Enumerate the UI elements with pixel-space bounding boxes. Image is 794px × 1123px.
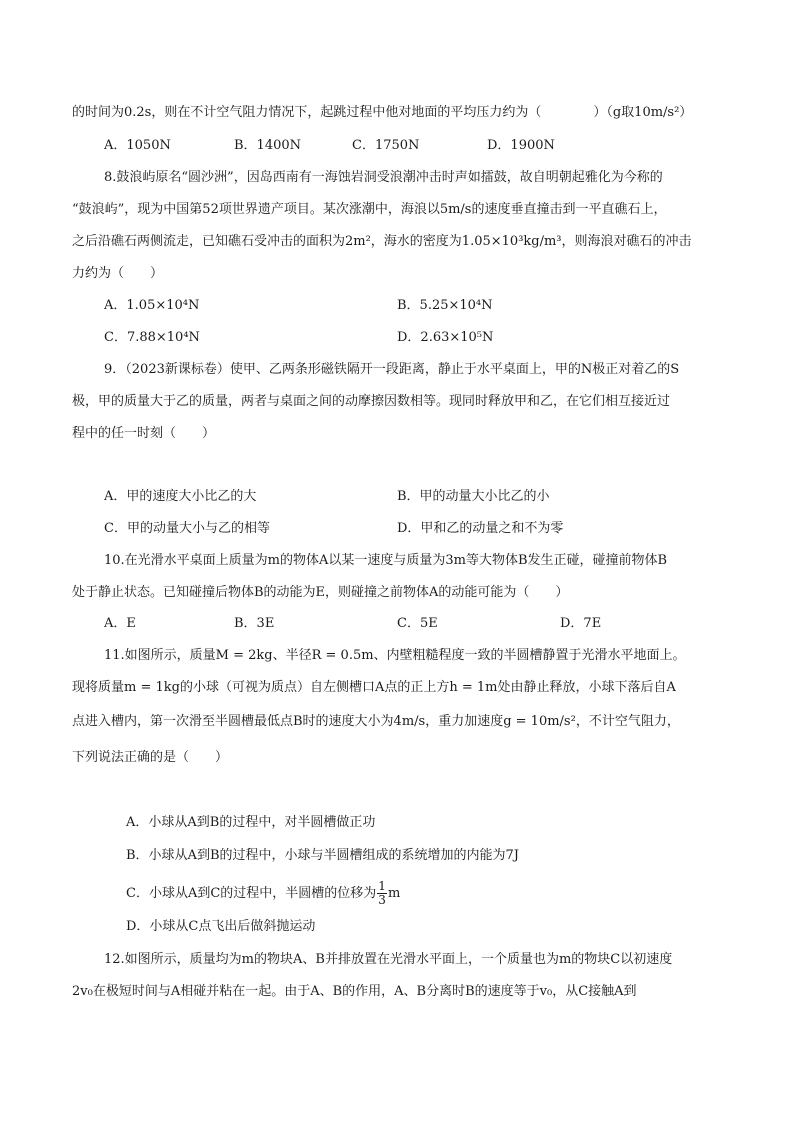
q10-option-b: B．3E [234,616,275,631]
q9-option-d: D．甲和乙的动量之和不为零 [397,521,564,536]
q9-option-a: A．甲的速度大小比乙的大 [104,489,257,504]
q11-option-c [126,880,400,907]
q10-option-a: A．E [104,616,136,631]
q12-stem-line-1: 12.如图所示，质量均为m的物块A、B并排放置在光滑水平面上，一个质量也为m的物块C以初速度 [104,952,673,967]
q8-stem-line-1: 8.鼓浪屿原名“圆沙洲”，因岛西南有一海蚀岩洞受浪潮冲击时声如擂鼓，故自明朝起雅化为今称的 [104,170,663,185]
q9-option-b: B．甲的动量大小比乙的小 [397,489,550,504]
q7-option-c: C．1750N [352,138,420,153]
q9-option-c: C．甲的动量大小与乙的相等 [104,521,270,536]
q7-option-a: A．1050N [104,138,171,153]
one-third-fraction [377,880,387,907]
q10-option-d: D．7E [560,616,602,631]
q11-option-a: A．小球从A到B的过程中，对半圆槽做正功 [126,815,376,830]
q12-stem-line-2: 2v₀在极短时间与A相碰并粘在一起。由于A、B的作用，A、B分离时B的速度等于v₀，从C接触A到 [72,984,637,999]
fraction-unit: m [387,886,401,901]
q11-stem-line-2: 现将质量m = 1kg的小球（可视为质点）自左侧槽口A点的正上方h = 1m处由静止释放，小球下落后自A [72,680,676,695]
q11-option-d: D．小球从C点飞出后做斜抛运动 [126,919,316,934]
fraction-denominator: 3 [378,893,386,907]
q11-stem-line-4: 下列说法正确的是（ ） [72,750,229,765]
q11-option-c-text: C．小球从A到C的过程中，半圆槽的位移为 [126,886,377,901]
q8-option-d: D．2.63×10⁵N [397,330,494,345]
q7-option-d: D．1900N [487,138,555,153]
q8-option-c: C．7.88×10⁴N [104,330,200,345]
q10-stem-line-1: 10.在光滑水平桌面上质量为m的物体A以某一速度与质量为3m等大物体B发生正碰，碰撞前物体B [104,553,668,568]
q11-stem-line-1: 11.如图所示，质量M = 2kg、半径R = 0.5m、内壁粗糙程度一致的半圆槽静置于光滑水平地面上。 [104,648,686,663]
q9-stem-line-1: 9．（2023新课标卷）使甲、乙两条形磁铁隔开一段距离，静止于水平桌面上，甲的N极正对着乙的S [104,362,680,377]
q7-stem-tail: 的时间为0.2s，则在不计空气阻力情况下，起跳过程中他对地面的平均压力约为（ ）（g取10m/s²） [72,105,693,120]
q8-stem-line-3: 之后沿礁石两侧流走，已知礁石受冲击的面积为2m²，海水的密度为1.05×10³kg/m³，则海浪对礁石的冲击 [72,234,692,249]
q8-stem-line-4: 力约为（ ） [72,266,164,281]
q11-stem-line-3: 点进入槽内，第一次滑至半圆槽最低点B时的速度大小为4m/s，重力加速度g = 10m/s²，不计空气阻力， [72,714,680,729]
q8-stem-line-2: “鼓浪屿”，现为中国第52项世界遗产项目。某次涨潮中，海浪以5m/s的速度垂直撞击到一平直礁石上， [72,202,667,217]
q10-stem-line-2: 处于静止状态。已知碰撞后物体B的动能为E，则碰撞之前物体A的动能可能为（ ） [72,585,569,600]
q7-option-b: B．1400N [234,138,302,153]
q10-option-c: C．5E [397,616,438,631]
fraction-numerator: 1 [378,879,386,893]
q9-stem-line-2: 极，甲的质量大于乙的质量，两者与桌面之间的动摩擦因数相等。现同时释放甲和乙，在它们相互接近过 [72,394,671,409]
q8-option-b: B．5.25×10⁴N [397,298,493,313]
q8-option-a: A．1.05×10⁴N [104,298,200,313]
q11-option-b: B．小球从A到B的过程中，小球与半圆槽组成的系统增加的内能为7J [126,848,519,863]
q9-stem-line-3: 程中的任一时刻（ ） [72,426,216,441]
